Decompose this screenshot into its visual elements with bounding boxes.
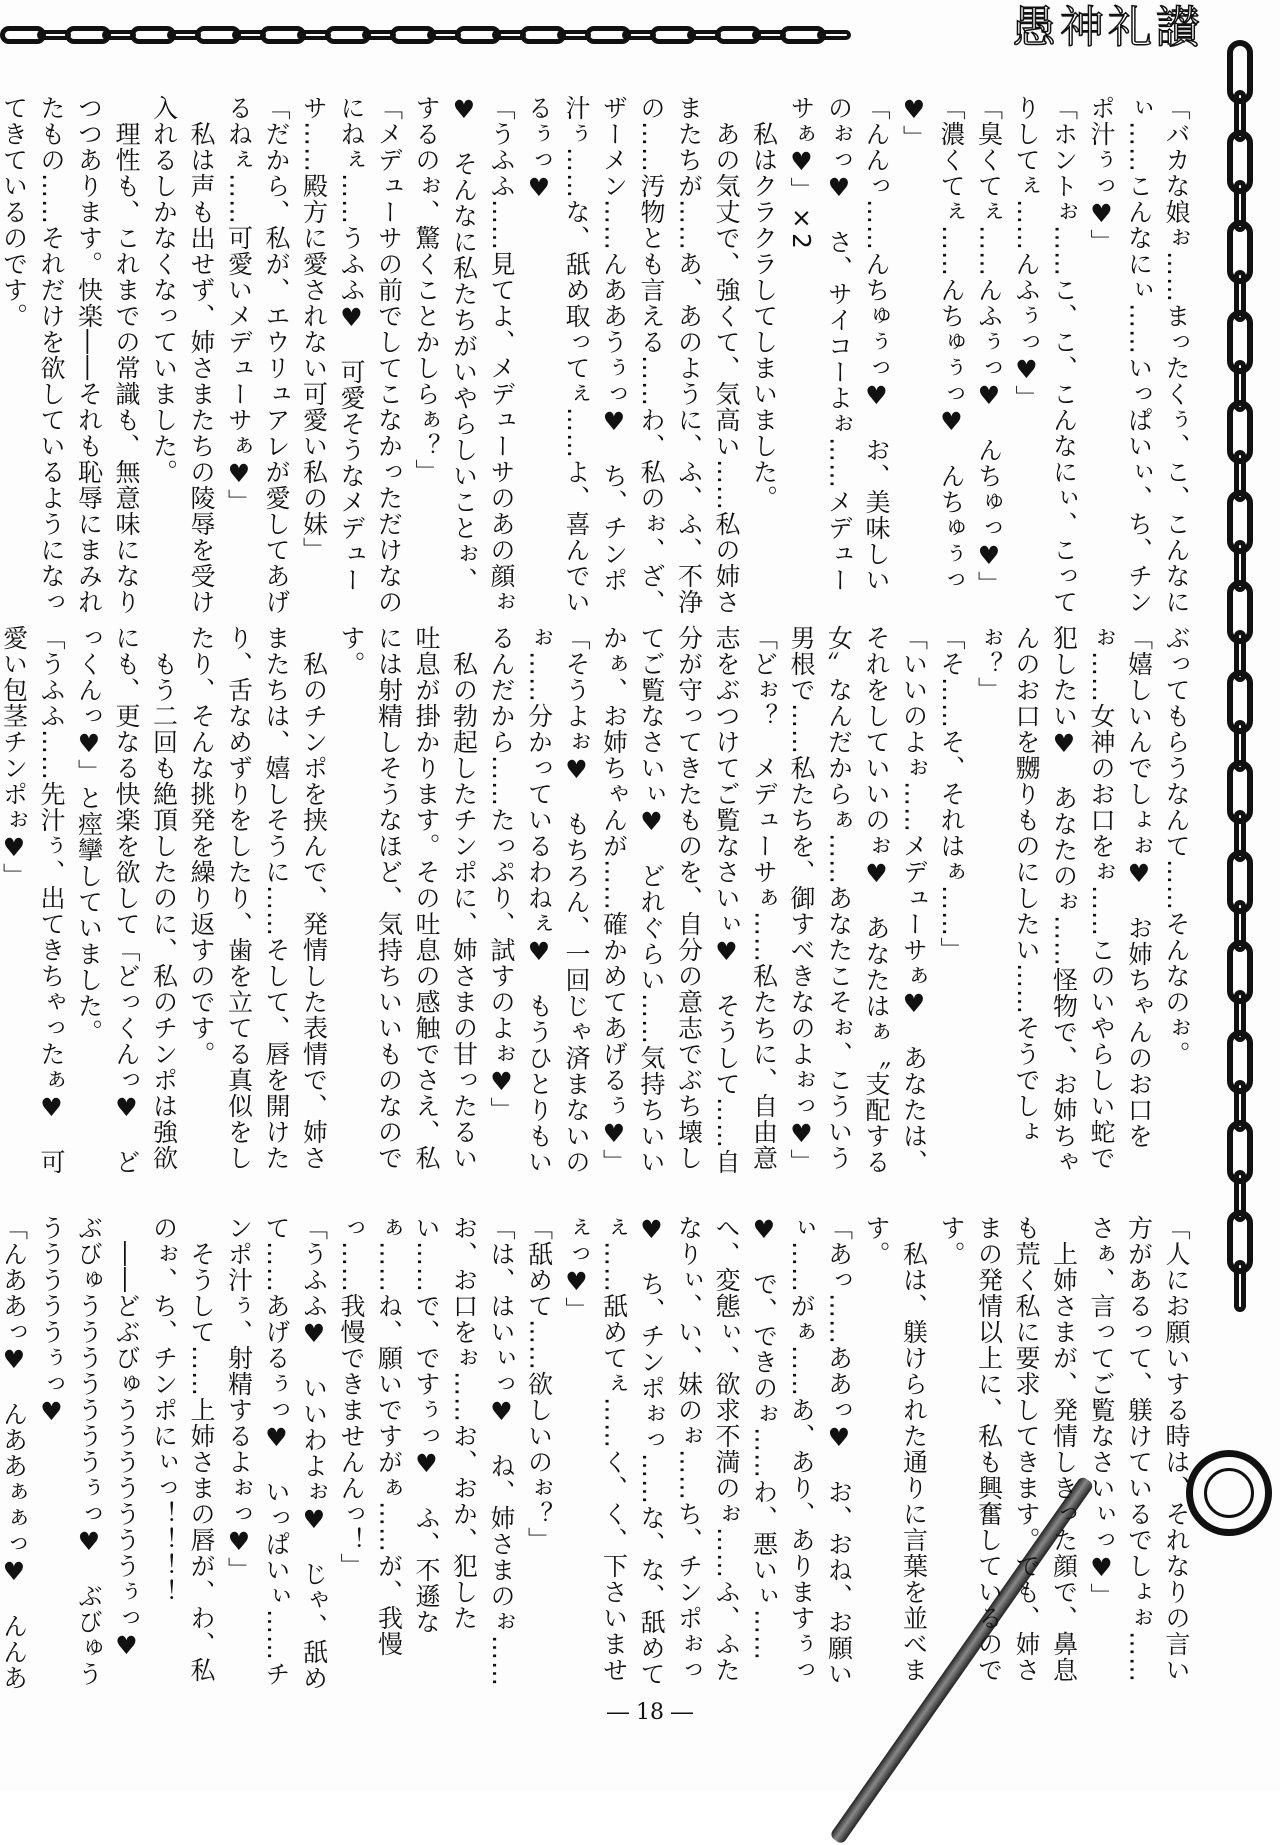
chain-border-right [1210, 40, 1270, 1510]
paragraph: そうして……上姉さまの唇が、わ、私のぉ、ち、チンポにぃっ！！！！ [149, 1215, 216, 1683]
paragraph: 「どぉ？ メデューサぁ……私たちに、自由意志をぶつけてご覧なさいぃ♥ そうして……自分が守ってきたものを、自分の意志でぶち壊してご覧なさいぃ♥ どれぐらい……気持ちいいかぁ、お姉ちゃんが……確かめてあげるぅ♥」 [599, 625, 779, 1175]
paragraph: ぶってもらうなんて……そんなのぉ。 [1162, 625, 1191, 1067]
paragraph: 理性も、これまでの常識も、無意味になりつつあります。快楽――それも恥辱にまみれたもの……それだけを欲しているようになってきているのです。 [0, 95, 141, 615]
paragraph: 「そうよぉ♥ もちろん、一回じゃ済まないのぉ……分かっているわねぇ♥ もうひとりもいるんだから……たっぷり、試すのよぉ♥」 [487, 625, 591, 1175]
text-tier-middle [0, 625, 1195, 1180]
text-tier-top [0, 95, 1195, 615]
paragraph: 「メデューサの前でしてこなかっただけなのにねぇ……うふふ♥ 可愛そうなメデューサ……殿方に愛されない可愛い私の妹」 [299, 95, 404, 615]
text-tier-bottom [0, 1215, 1195, 1695]
paragraph: 私はクラクラしてしまいました。 [749, 95, 779, 511]
paragraph: 「舐めて……欲しいのぉ？」 [524, 1215, 554, 1553]
paragraph: 「うふふ♥ いいわよぉ♥ じゃ、舐めて……あげるぅっ♥ いっぱいぃ……チンポ汁ぅ、射精するよぉっ♥」 [224, 1215, 329, 1691]
paragraph: 私は声も出せず、姉さまたちの陵辱を受け入れるしかなくなっていました。 [149, 95, 216, 615]
paragraph: もう二回も絶頂したのに、私のチンポは強欲にも、更なる快楽を欲して「どっくんっ♥ どっくんっ♥」と痙攣していました。 [74, 625, 179, 1175]
paragraph: 「人にお願いする時は、それなりの言い方があるって、躾けているでしょぉ……さぁ、言ってご覧なさいぃっ♥」 [1087, 1215, 1191, 1683]
chain-border-top [0, 18, 1010, 52]
paragraph: 「嬉しいんでしょぉ♥ お姉ちゃんのお口をぉ……女神のお口をぉ……このいやらしい蛇で犯したい♥ あなたのぉ……怪物で、お姉ちゃんのお口を嬲りものにしたい……そうでしょぉ？」 [974, 625, 1154, 1175]
paragraph: 「バカな娘ぉ……まったくぅ、こ、こんなにぃ……こんなにぃ……いっぱいぃ、ち、チンポ汁ぅっ♥」 [1087, 95, 1191, 615]
paragraph: 「んああっ♥ んああぁぁっ♥ んんあ [0, 1215, 29, 1691]
paragraph: 「濃くてぇ……んちゅぅっ♥ んちゅぅっ♥」 [899, 95, 966, 593]
paragraph: ――どぶびゅうううううううぅっ♥ ぶびゅうううううううぅっ♥ ぶびゅううううううぅっ♥ [37, 1215, 141, 1687]
paragraph: 「だから、私が、エウリュアレが愛してあげるねぇ……可愛いメデューサぁ♥」 [224, 95, 291, 615]
paragraph: 「いいのよぉ……メデューサぁ♥ あなたは、それをしていいのぉ♥ あなたはぁ〝支配する女〟なんだからぁ……あなたこそぉ、こういう男根で……私たちを、御すべきなのよぉっ♥」 [787, 625, 929, 1175]
paragraph: 「んんっ……んちゅぅっ♥ お、美味しいのぉっ♥ さ、サイコーよぉ……メデューサぁ♥」×2 [787, 95, 891, 593]
paragraph: 「は、はいぃっ♥ ね、姉さまのぉ……お、お口をぉ……お、おか、犯したい……で、ですぅっ♥ ふ、不遜なぁ……ね、願いですがぁ……が、我慢っ……我慢できませんんっ！」 [337, 1215, 516, 1687]
paragraph: 「ホントぉ……こ、こ、こんなにぃ、こってりしてぇ……んふぅっ♥」 [1012, 95, 1079, 615]
chain-link [817, 30, 851, 40]
paragraph: 「臭くてぇ……んふぅっ♥ んちゅっ♥」 [974, 95, 1004, 597]
paragraph: 私のチンポを挟んで、発情した表情で、姉さまたちは、嬉しそうに……そして、唇を開けたり、舌なめずりをしたり、歯を立てる真似をしたり、そんな挑発を繰り返すのです。 [187, 625, 329, 1171]
title-logo: 愚神礼讃 [1012, 2, 1204, 53]
chain-link [1234, 1260, 1246, 1312]
chain-ring-inner [1204, 1468, 1254, 1518]
paragraph: 私の勃起したチンポに、姉さまの甘ったるい吐息が掛かります。その吐息の感触でさえ、私には射精しそうなほど、気持ちいいものなのです。 [337, 625, 479, 1171]
page-number: ― 18 ― [607, 1700, 693, 1725]
paragraph: 「あっ……ああっ♥ お、おね、お願いぃ……がぁ……あ、あり、ありますぅっ♥ で、できのぉ……わ、悪いぃ……へ、変態ぃ、欲求不満のぉ……ふ、ふたなりぃ、い、妹のぉ……ち、チンポぉっ♥ ち、チンポぉっ……な、な、舐めてぇ……舐めてぇ……く、く、下さいませぇっ♥」 [562, 1215, 854, 1687]
paragraph: 私は、躾けられた通りに言葉を並べます。 [862, 1215, 929, 1683]
paragraph: 「うふふ……見てよ、メデューサのあの顔ぉ♥ そんなに私たちがいやらしいことぉ、するのぉ、驚くことかしらぁ？」 [412, 95, 516, 615]
paragraph: あの気丈で、強くて、気高い……私の姉さまたちが……あ、あのように、ふ、ふ、不浄の……汚物とも言える……わ、私のぉ、ざ、ザーメン……んああうぅっ♥ ち、チンポ汁ぅ……な、舐め取ってぇ……よ、喜んでいるぅっ♥ [524, 95, 741, 615]
paragraph: 「そ……そ、それはぁ……」 [937, 625, 966, 963]
paragraph: 「うふふ……先汁ぅ、出てきちゃったぁ♥ 可愛い包茎チンポぉ♥」 [0, 625, 66, 1175]
paragraph: 上姉さまが、発情しきった顔で、鼻息も荒く私に要求してきます。でも、姉さまの発情以上に、私も興奮しているのです。 [937, 1215, 1079, 1683]
